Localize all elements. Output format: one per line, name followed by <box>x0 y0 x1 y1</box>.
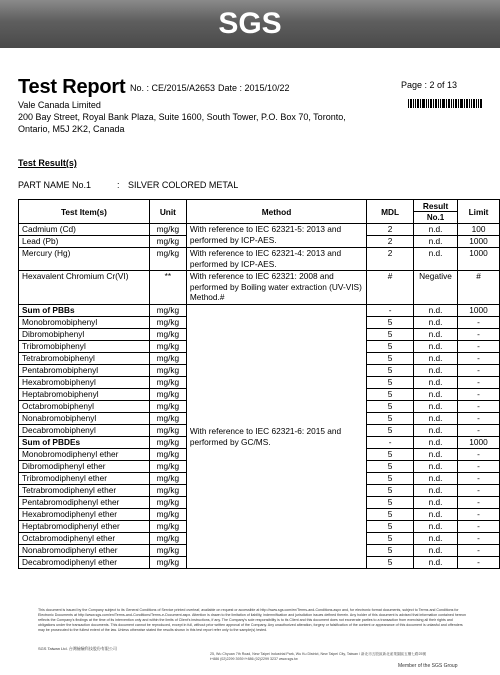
cell-item: Sum of PBDEs <box>19 437 150 449</box>
part-name-colon: : <box>117 180 120 190</box>
cell-unit: mg/kg <box>149 329 186 341</box>
cell-mdl: 5 <box>367 329 414 341</box>
cell-method: With reference to IEC 62321-5: 2013 and performed by ICP-AES. <box>186 224 366 248</box>
cell-result: n.d. <box>414 377 458 389</box>
client-name: Vale Canada Limited <box>18 100 101 110</box>
table-row <box>19 224 500 236</box>
cell-item: Octabromodiphenyl ether <box>19 533 150 545</box>
cell-result: n.d. <box>414 389 458 401</box>
cell-limit: - <box>458 557 500 569</box>
cell-result: n.d. <box>414 365 458 377</box>
cell-mdl: - <box>367 437 414 449</box>
cell-mdl: 5 <box>367 341 414 353</box>
cell-limit: - <box>458 389 500 401</box>
header-mdl: MDL <box>367 200 414 224</box>
cell-item: Sum of PBBs <box>19 305 150 317</box>
cell-result: n.d. <box>414 485 458 497</box>
cell-limit: - <box>458 545 500 557</box>
cell-mdl: 5 <box>367 509 414 521</box>
cell-unit: mg/kg <box>149 497 186 509</box>
cell-limit: - <box>458 485 500 497</box>
cell-item: Tribromodiphenyl ether <box>19 473 150 485</box>
cell-item: Nonabromobiphenyl <box>19 413 150 425</box>
part-name-label: PART NAME No.1 <box>18 180 92 190</box>
cell-mdl: 2 <box>367 248 414 271</box>
results-table <box>18 199 500 569</box>
cell-limit: - <box>458 497 500 509</box>
cell-limit: - <box>458 521 500 533</box>
footer-contact: t+886 (02)2299 3939 f+886 (02)2299 3237 www.sgs.tw <box>210 657 298 661</box>
cell-mdl: 5 <box>367 521 414 533</box>
cell-unit: mg/kg <box>149 509 186 521</box>
cell-limit: - <box>458 317 500 329</box>
cell-result: n.d. <box>414 557 458 569</box>
cell-limit: 100 <box>458 224 500 236</box>
client-address-line2: Ontario, M5J 2K2, Canada <box>18 124 125 134</box>
cell-result: n.d. <box>414 461 458 473</box>
table-row <box>19 248 500 271</box>
page-number: Page : 2 of 13 <box>401 80 458 90</box>
cell-result: n.d. <box>414 341 458 353</box>
header-result: Result <box>414 200 458 212</box>
footer-disclaimer: This document is issued by the Company subject to its General Conditions of Service printed overleaf, available on request or accessible at http://www.sgs.com/en/Terms-and-Conditions.aspx and, for electronic format documents, subject to Terms and Conditions for Electronic Documents at http://www.sgs.com/en/Terms-and-Conditions/Terms-e-Document.aspx. Attention is drawn to the limitation of liability, indemnification and jurisdiction issues defined therein. Any holder of this document is advised that information contained hereon reflects the Company's findings at the time of its intervention only and within the limits of Client's instructions, if any. The Company's sole responsibility is to its Client and this document does not exonerate parties to a transaction from exercising all their rights and obligations under the transaction documents. This document cannot be reproduced, except in full, without prior written approval of the Company. Any unauthorized alteration, forgery or falsification of the content or appearance of this document is unlawful and offenders may be prosecuted to the fullest extent of the law. Unless otherwise stated the results shown in this test report refer only to the sample(s) tested. <box>38 608 467 632</box>
report-number: No. : CE/2015/A2653 <box>130 83 216 93</box>
cell-item: Dibromodiphenyl ether <box>19 461 150 473</box>
cell-limit: - <box>458 533 500 545</box>
cell-result: n.d. <box>414 437 458 449</box>
cell-result: n.d. <box>414 521 458 533</box>
cell-unit: mg/kg <box>149 341 186 353</box>
cell-item: Hexabromodiphenyl ether <box>19 509 150 521</box>
cell-result: n.d. <box>414 224 458 236</box>
client-address-line1: 200 Bay Street, Royal Bank Plaza, Suite 1600, South Tower, P.O. Box 70, Toronto, <box>18 112 346 122</box>
header-unit: Unit <box>149 200 186 224</box>
cell-mdl: 5 <box>367 533 414 545</box>
header-limit: Limit <box>458 200 500 224</box>
cell-item: Monobromobiphenyl <box>19 317 150 329</box>
cell-item: Hexabromobiphenyl <box>19 377 150 389</box>
cell-result: n.d. <box>414 413 458 425</box>
cell-unit: mg/kg <box>149 401 186 413</box>
section-heading: Test Result(s) <box>18 158 77 168</box>
cell-item: Tribromobiphenyl <box>19 341 150 353</box>
table-body-metals <box>19 224 500 305</box>
cell-limit: 1000 <box>458 248 500 271</box>
cell-limit: 1000 <box>458 305 500 317</box>
cell-item: Pentabromobiphenyl <box>19 365 150 377</box>
cell-unit: mg/kg <box>149 377 186 389</box>
cell-mdl: - <box>367 305 414 317</box>
cell-unit: mg/kg <box>149 449 186 461</box>
cell-result: Negative <box>414 271 458 305</box>
cell-mdl: 5 <box>367 473 414 485</box>
cell-mdl: 5 <box>367 353 414 365</box>
cell-limit: - <box>458 425 500 437</box>
part-name-value: SILVER COLORED METAL <box>128 180 239 190</box>
cell-item: Lead (Pb) <box>19 236 150 248</box>
table-row <box>19 305 500 317</box>
cell-limit: - <box>458 329 500 341</box>
table-body-brominated <box>19 305 500 569</box>
cell-limit: - <box>458 341 500 353</box>
cell-result: n.d. <box>414 449 458 461</box>
cell-unit: mg/kg <box>149 557 186 569</box>
cell-unit: mg/kg <box>149 485 186 497</box>
cell-mdl: 5 <box>367 389 414 401</box>
cell-result: n.d. <box>414 317 458 329</box>
cell-result: n.d. <box>414 353 458 365</box>
cell-method: With reference to IEC 62321: 2008 and performed by Boiling water extraction (UV-VIS) Method.# <box>186 271 366 305</box>
cell-result: n.d. <box>414 401 458 413</box>
cell-mdl: 5 <box>367 485 414 497</box>
cell-item: Pentabromodiphenyl ether <box>19 497 150 509</box>
cell-item: Decabromobiphenyl <box>19 425 150 437</box>
cell-item: Mercury (Hg) <box>19 248 150 271</box>
cell-item: Monobromodiphenyl ether <box>19 449 150 461</box>
cell-result: n.d. <box>414 329 458 341</box>
footer-company: SGS Taiwan Ltd. 台灣檢驗科技股份有限公司 <box>38 646 117 651</box>
cell-result: n.d. <box>414 545 458 557</box>
cell-limit: 1000 <box>458 236 500 248</box>
report-date: Date : 2015/10/22 <box>218 83 290 93</box>
cell-limit: - <box>458 413 500 425</box>
cell-limit: - <box>458 509 500 521</box>
cell-mdl: 5 <box>367 461 414 473</box>
cell-limit: - <box>458 377 500 389</box>
cell-unit: mg/kg <box>149 533 186 545</box>
cell-limit: - <box>458 401 500 413</box>
cell-mdl: 2 <box>367 224 414 236</box>
cell-item: Tetrabromodiphenyl ether <box>19 485 150 497</box>
cell-mdl: 2 <box>367 236 414 248</box>
footer-address: 25, Wu Chyuan 7th Road, New Taipei Industrial Park, Wu Ku District, New Taipei City, Taiwan / 新北市五股區新北產業園區五權七路25號 <box>210 652 427 656</box>
cell-unit: mg/kg <box>149 473 186 485</box>
cell-item: Heptabromodiphenyl ether <box>19 521 150 533</box>
cell-mdl: 5 <box>367 413 414 425</box>
cell-item: Octabromobiphenyl <box>19 401 150 413</box>
cell-item: Dibromobiphenyl <box>19 329 150 341</box>
cell-mdl: 5 <box>367 401 414 413</box>
cell-unit: mg/kg <box>149 413 186 425</box>
cell-mdl: 5 <box>367 545 414 557</box>
header-method: Method <box>186 200 366 224</box>
cell-unit: mg/kg <box>149 224 186 236</box>
report-title: Test Report <box>18 76 126 98</box>
cell-item: Tetrabromobiphenyl <box>19 353 150 365</box>
cell-limit: - <box>458 449 500 461</box>
cell-method: With reference to IEC 62321-6: 2015 and performed by GC/MS. <box>186 305 366 569</box>
cell-unit: mg/kg <box>149 236 186 248</box>
cell-mdl: # <box>367 271 414 305</box>
cell-limit: 1000 <box>458 437 500 449</box>
svg-text:SGS: SGS <box>218 7 282 37</box>
cell-item: Heptabromobiphenyl <box>19 389 150 401</box>
cell-result: n.d. <box>414 509 458 521</box>
cell-item: Hexavalent Chromium Cr(VI) <box>19 271 150 305</box>
cell-result: n.d. <box>414 425 458 437</box>
cell-mdl: 5 <box>367 317 414 329</box>
cell-limit: # <box>458 271 500 305</box>
header-test-items: Test Item(s) <box>19 200 150 224</box>
cell-method: With reference to IEC 62321-4: 2013 and performed by ICP-AES. <box>186 248 366 271</box>
cell-unit: mg/kg <box>149 365 186 377</box>
cell-limit: - <box>458 353 500 365</box>
cell-result: n.d. <box>414 236 458 248</box>
header-result-sample: No.1 <box>414 212 458 224</box>
cell-unit: mg/kg <box>149 545 186 557</box>
cell-result: n.d. <box>414 497 458 509</box>
cell-unit: mg/kg <box>149 353 186 365</box>
cell-limit: - <box>458 365 500 377</box>
cell-limit: - <box>458 461 500 473</box>
table-row <box>19 271 500 305</box>
sgs-logo <box>200 7 300 37</box>
cell-unit: mg/kg <box>149 437 186 449</box>
cell-mdl: 5 <box>367 449 414 461</box>
barcode-icon <box>408 99 482 108</box>
cell-unit: mg/kg <box>149 305 186 317</box>
cell-item: Nonabromodiphenyl ether <box>19 545 150 557</box>
cell-item: Decabromodiphenyl ether <box>19 557 150 569</box>
cell-unit: mg/kg <box>149 521 186 533</box>
cell-unit: mg/kg <box>149 425 186 437</box>
cell-unit: ** <box>149 271 186 305</box>
cell-item: Cadmium (Cd) <box>19 224 150 236</box>
cell-mdl: 5 <box>367 497 414 509</box>
cell-limit: - <box>458 473 500 485</box>
cell-mdl: 5 <box>367 377 414 389</box>
cell-result: n.d. <box>414 305 458 317</box>
cell-result: n.d. <box>414 248 458 271</box>
cell-result: n.d. <box>414 473 458 485</box>
footer-member: Member of the SGS Group <box>398 663 458 669</box>
cell-mdl: 5 <box>367 365 414 377</box>
cell-unit: mg/kg <box>149 248 186 271</box>
cell-unit: mg/kg <box>149 461 186 473</box>
cell-unit: mg/kg <box>149 389 186 401</box>
cell-mdl: 5 <box>367 425 414 437</box>
cell-mdl: 5 <box>367 557 414 569</box>
cell-unit: mg/kg <box>149 317 186 329</box>
cell-result: n.d. <box>414 533 458 545</box>
